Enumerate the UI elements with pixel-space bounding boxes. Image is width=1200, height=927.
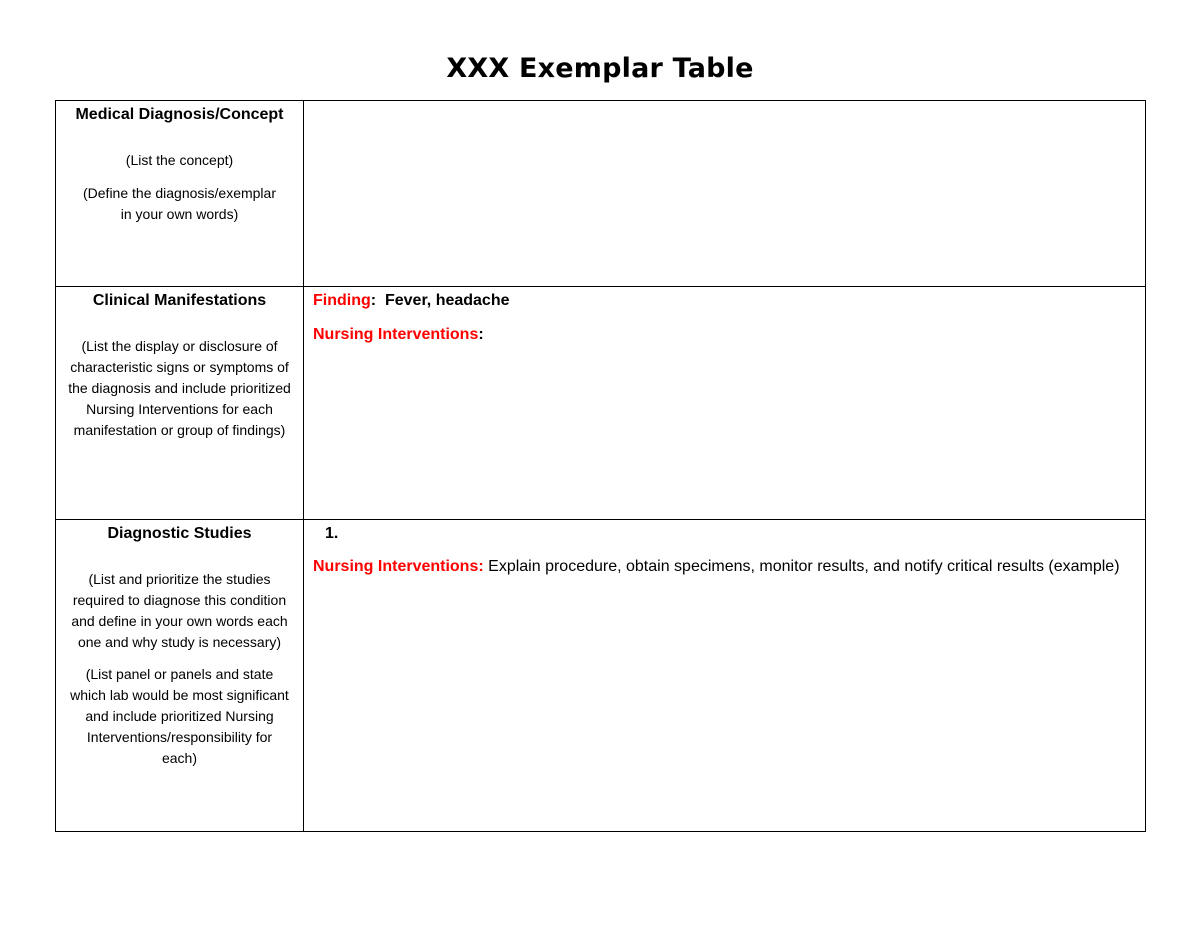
interventions-colon: : — [478, 326, 484, 343]
finding-line — [313, 290, 1136, 311]
diagnosis-content-cell[interactable] — [304, 101, 1146, 287]
diagnosis-heading: Medical Diagnosis/Concept — [75, 106, 284, 123]
studies-description: (List and prioritize the studies required to diagnose this condition and define in your own words each one and why study is necessary) — [71, 571, 288, 650]
diagnosis-description: (List the concept) — [125, 152, 234, 168]
studies-interventions-label: Nursing Interventions: — [313, 558, 484, 575]
manifestations-description: (List the display or disclosure of characteristic signs or symptoms of the diagnosis and include prioritized Nursing Interventions for each manifestation or group of findings) — [68, 338, 291, 438]
studies-interventions-line — [313, 556, 1136, 577]
finding-value: Fever, headache — [384, 292, 510, 309]
exemplar-table — [55, 100, 1146, 832]
studies-interventions-text: Explain procedure, obtain specimens, monitor results, and notify critical results (example) — [488, 558, 1120, 575]
studies-content-cell[interactable] — [304, 520, 1146, 832]
finding-label: Finding — [313, 292, 371, 309]
table-row — [56, 287, 1146, 520]
table-row — [56, 520, 1146, 832]
diagnosis-label-cell — [56, 101, 304, 287]
interventions-label: Nursing Interventions — [313, 326, 479, 343]
interventions-line — [313, 324, 1136, 345]
manifestations-content-cell[interactable] — [304, 287, 1146, 520]
table-row — [56, 101, 1146, 287]
diagnosis-description: (Define the diagnosis/exemplar in your own words) — [83, 185, 276, 222]
finding-colon: : — [370, 292, 377, 309]
list-number: 1. — [325, 525, 339, 542]
manifestations-heading: Clinical Manifestations — [92, 292, 267, 309]
studies-heading: Diagnostic Studies — [107, 525, 252, 542]
studies-description: (List panel or panels and state which lab would be most significant and include prioritized Nursing Interventions/responsibility for each) — [70, 666, 289, 766]
studies-label-cell — [56, 520, 304, 832]
manifestations-label-cell — [56, 287, 304, 520]
page-title: XXX Exemplar Table — [446, 53, 754, 84]
